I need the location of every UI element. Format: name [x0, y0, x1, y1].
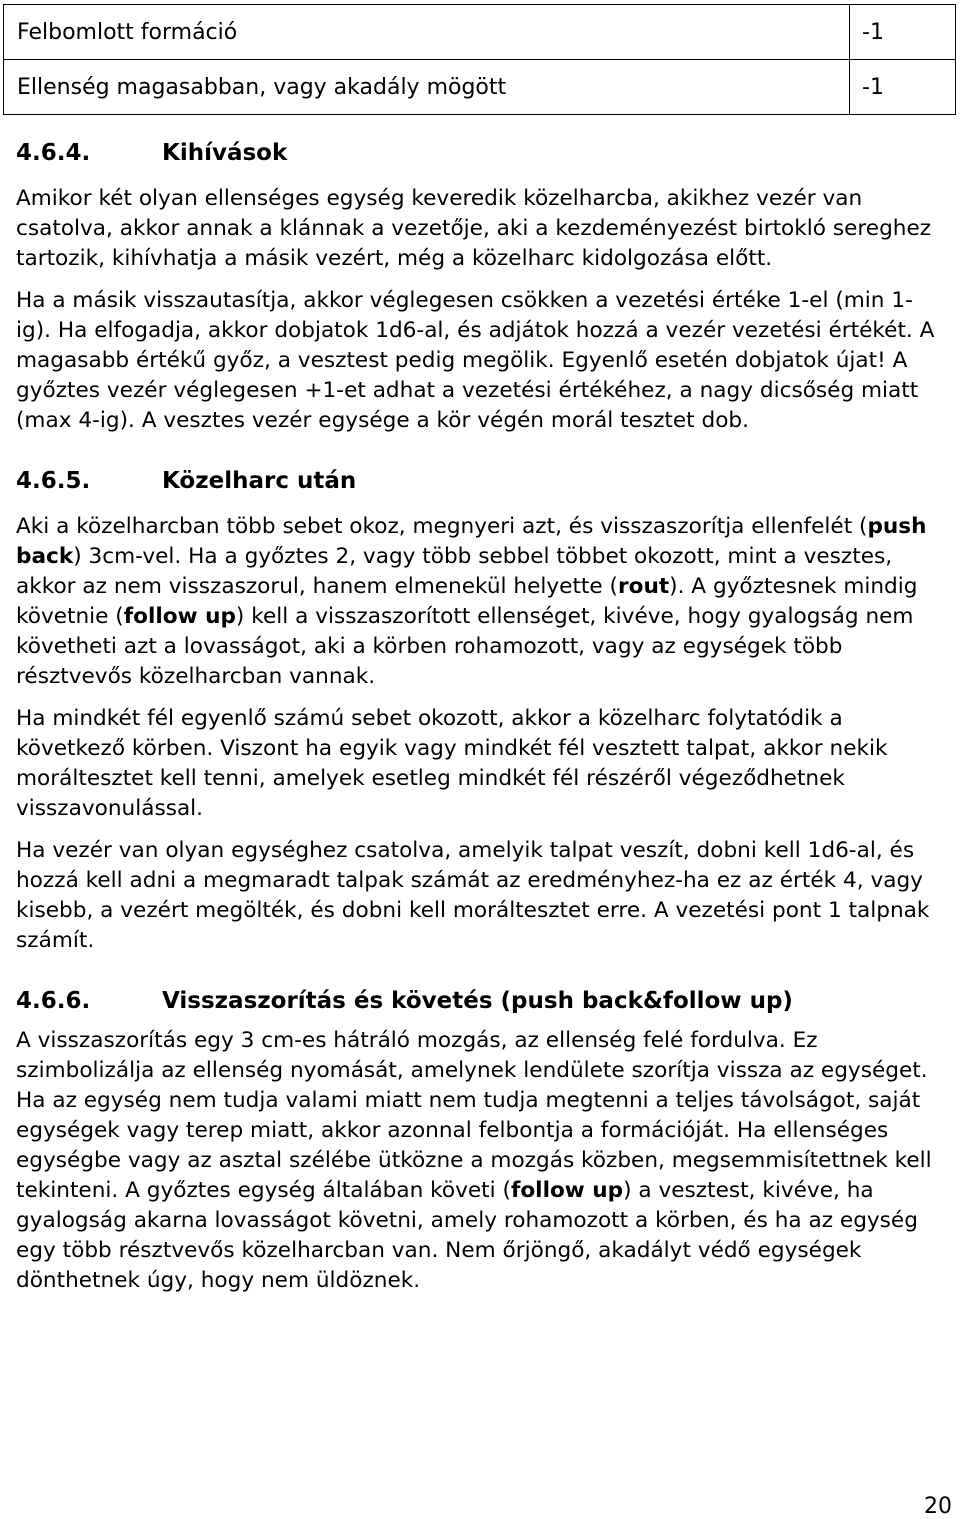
modifier-label: Ellenség magasabban, vagy akadály mögött — [4, 60, 850, 115]
text-run: ) a vesztest, kivéve, ha gyalogság akarna lovasságot követni, amely rohamozott a körben, és ha az egység egy több résztvevős közelharcban van. Nem őrjöngő, akadályt védő egységek dönthetnek úgy, hogy nem üldöznek. — [16, 1178, 918, 1293]
paragraph — [16, 512, 946, 692]
text-run: Aki a közelharcban több sebet okoz, megnyeri azt, és visszaszorítja ellenfelét ( — [16, 514, 868, 539]
table-row — [4, 60, 956, 115]
section-title: Visszaszorítás és követés (push back&follow up) — [162, 988, 793, 1014]
table-row — [4, 5, 956, 60]
paragraph — [16, 1026, 946, 1296]
section-title: Közelharc után — [162, 468, 357, 494]
term-rout: rout — [617, 574, 670, 599]
page-number: 20 — [924, 1494, 952, 1519]
text-run: ) 3cm-vel. Ha a győztes 2, vagy több sebbel többet okozott, mint a vesztes, akkor az nem visszaszorul, hanem elmenekül helyette ( — [16, 544, 893, 599]
paragraph: Ha a másik visszautasítja, akkor véglegesen csökken a vezetési értéke 1-el (min 1-ig). Ha elfogadja, akkor dobjatok 1d6-al, és adjátok hozzá a vezér vezetési értékét. A magasabb értékű győz, a vesztest pedig megölik. Egyenlő esetén dobjatok újat! A győztes vezér véglegesen +1-et adhat a vezetési értékéhez, a nagy dicsőség miatt (max 4-ig). A vesztes vezér egysége a kör végén morál tesztet dob. — [16, 288, 935, 433]
term-follow-up: follow up — [510, 1178, 624, 1203]
section-number: 4.6.6. — [16, 988, 91, 1014]
text-run: A visszaszorítás egy 3 cm-es hátráló mozgás, az ellenség felé fordulva. Ez szimbolizálja az ellenség nyomását, amelynek lendülete szorítja vissza az egységet. Ha az egység nem tudja valami miatt nem tudja megtenni a teljes távolságot, saját egységek vagy terep miatt, akkor azonnal felbontja a formációját. Ha ellenséges egységbe vagy az asztal szélébe ütközne a mozgás közben, megsemmisítettnek kell tekinteni. A győztes egység általában követi ( — [16, 1028, 932, 1203]
document-body — [16, 138, 946, 1296]
term-follow-up: follow up — [123, 604, 236, 629]
section-heading-4-6-6 — [16, 986, 946, 1016]
text-run: ) kell a visszaszorított ellenséget, kivéve, hogy gyalogság nem követheti azt a lovasságot, aki a körben rohamozott, vagy az egységek több résztvevős közelharcban vannak. — [16, 604, 914, 689]
text-run: ). A győztesnek mindig követnie ( — [16, 574, 918, 629]
modifier-table — [3, 4, 956, 115]
paragraph: Amikor két olyan ellenséges egység keveredik közelharcba, akikhez vezér van csatolva, akkor annak a klánnak a vezetője, aki a kezdeményezést birtokló sereghez tartozik, kihívhatja a másik vezért, még a közelharc kidolgozása előtt. — [16, 186, 932, 271]
term-push-back: push back — [16, 514, 927, 569]
section-number: 4.6.4. — [16, 140, 91, 166]
paragraph: Ha mindkét fél egyenlő számú sebet okozott, akkor a közelharc folytatódik a következő körben. Viszont ha egyik vagy mindkét fél vesztett talpat, akkor nekik moráltesztet kell tenni, amelyek esetleg mindkét fél részéről végeződhetnek visszavonulással. — [16, 706, 888, 821]
section-number: 4.6.5. — [16, 468, 91, 494]
modifier-value: -1 — [850, 60, 956, 115]
modifier-label: Felbomlott formáció — [4, 5, 850, 60]
modifier-value: -1 — [850, 5, 956, 60]
section-title: Kihívások — [162, 140, 288, 166]
section-heading-4-6-4 — [16, 138, 946, 168]
section-heading-4-6-5 — [16, 466, 946, 496]
paragraph: Ha vezér van olyan egységhez csatolva, amelyik talpat veszít, dobni kell 1d6-al, és hozzá kell adni a megmaradt talpak számát az eredményhez-ha ez az érték 4, vagy kisebb, a vezért megölték, és dobni kell moráltesztet erre. A vezetési pont 1 talpnak számít. — [16, 838, 930, 953]
